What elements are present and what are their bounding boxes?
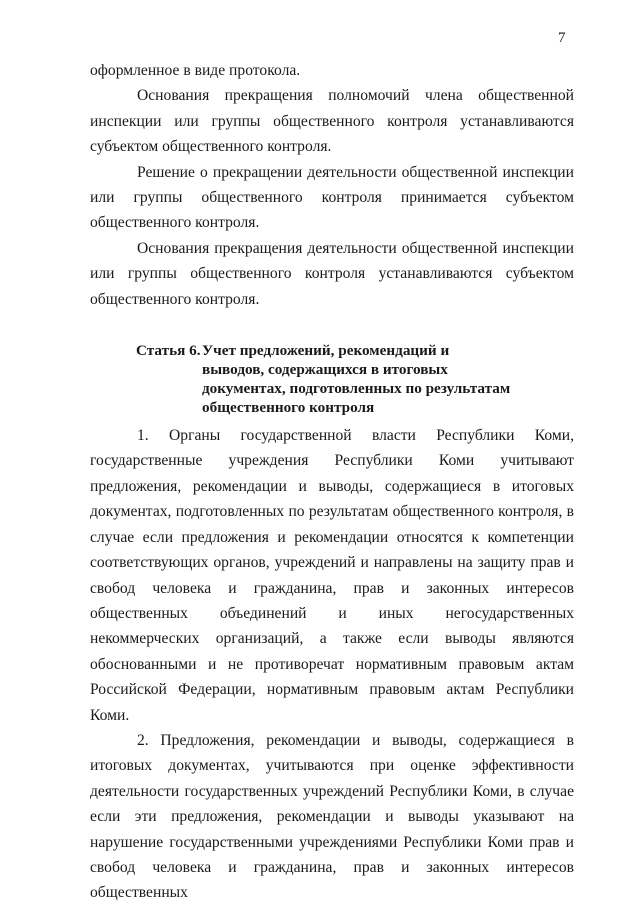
paragraph-item-2: 2. Предложения, рекомендации и выводы, содержащиеся в итоговых документах, учитываются при оценке эффективности деятельности государственных учреждений Республики Коми, в случае если эти предложения, рекомендации и выводы указывают на нарушение государственными учреждениями Республики Коми прав и свобод человека и гражданина, прав и законных интересов общественных	[90, 731, 574, 902]
article-label: Статья 6.	[136, 342, 201, 360]
paragraph-continuation: оформленное в виде протокола.	[90, 62, 301, 79]
paragraph-item-1: 1. Органы государственной власти Республики Коми, государственные учреждения Республики Коми учитывают предложения, рекомендации и выводы, содержащиеся в итоговых документах, подготовленных по результатам общественного контроля, в случае если предложения и рекомендации относятся к компетенции соответствующих органов, учреждений и направлены на защиту прав и свобод человека и гражданина, прав и законных интересов общественных объединений и иных негосударственных некоммерческих организаций, а также если выводы являются обоснованными и не противоречат нормативным правовым актам Российской Федерации, нормативным правовым актам Республики Коми.	[90, 427, 574, 724]
page-number: 7	[558, 30, 566, 46]
paragraph: Основания прекращения полномочий члена общественной инспекции или группы общественного контроля устанавливаются субъектом общественного контроля.	[90, 87, 574, 156]
paragraph: Основания прекращения деятельности общественной инспекции или группы общественного контроля устанавливаются субъектом общественного контроля.	[90, 239, 574, 308]
article-heading	[90, 341, 574, 417]
paragraph: Решение о прекращении деятельности общественной инспекции или группы общественного контроля принимается субъектом общественного контроля.	[90, 163, 574, 232]
document-body	[90, 58, 574, 906]
article-title: Учет предложений, рекомендаций и выводов, содержащихся в итоговых документах, подготовленных по результатам общественного контроля	[202, 342, 511, 417]
